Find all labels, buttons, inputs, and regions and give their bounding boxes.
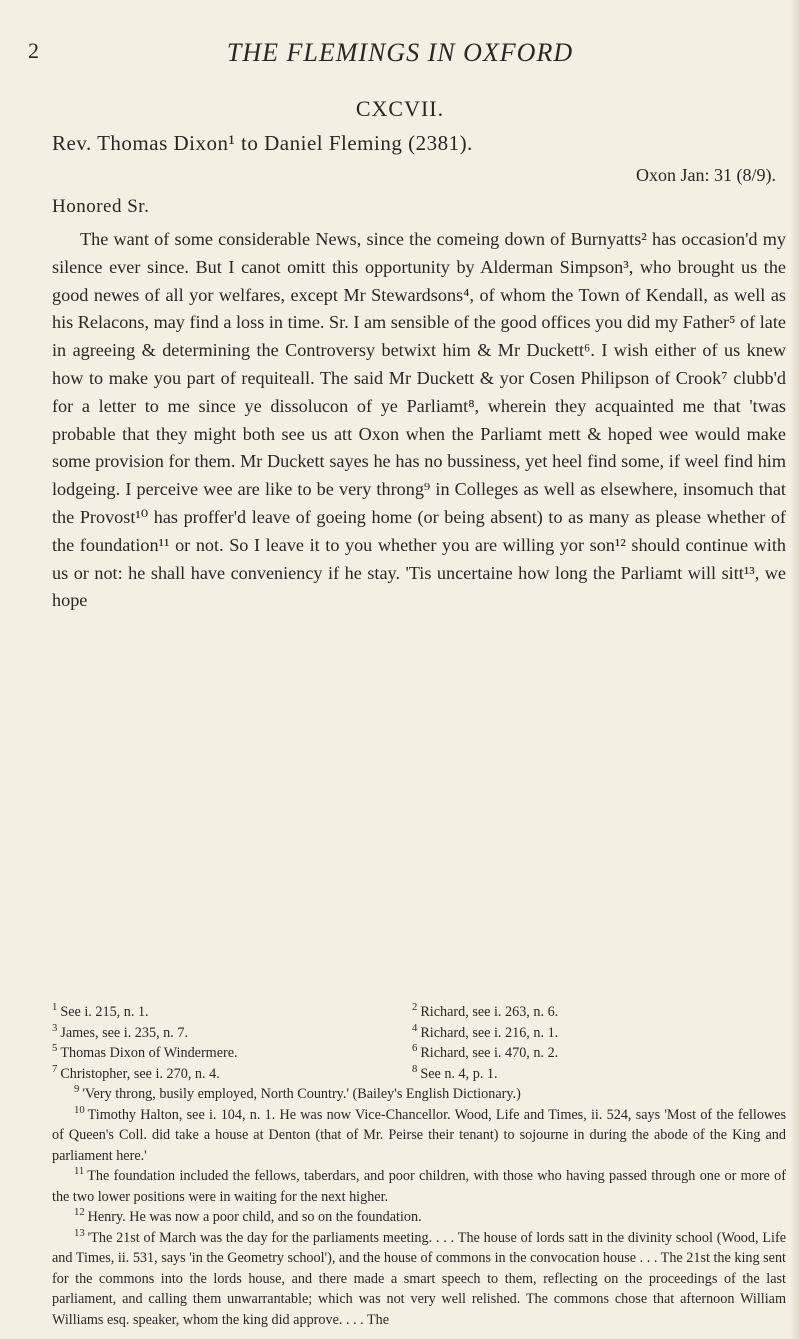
- footnote-13: [52, 1228, 786, 1331]
- footnote-11: [52, 1166, 786, 1207]
- body-paragraph: The want of some considerable News, since the comeing down of Burnyatts² has occasion'd my silence ever since. But I canot omitt this opportunity by Alderman Simpson³, who brought us the good newes of all yor welfares, except Mr Stewardsons⁴, of whom the Town of Kendall, as well as his Relacons, may find a loss in time. Sr. I am sensible of the good offices you did my Father⁵ of late in agreeing & determining the Controversy betwixt him & Mr Duckett⁶. I wish either of us knew how to make you part of requiteall. The said Mr Duckett & yor Cosen Philipson of Crook⁷ clubb'd for a letter to me since ye dissolucon of ye Parliamt⁸, wherein they acquainted me that 'twas probable that they might both see us att Oxon when the Parliamt mett & hoped wee would make some provision for them. Mr Duckett sayes he has no bussiness, yet heel find some, if weel find him lodgeing. I perceive wee are like to be very throng⁹ in Colleges as well as elsewhere, insomuch that the Provost¹⁰ has proffer'd leave of goeing home (or being absent) to as many as please whether of the foundation¹¹ or not. So I leave it to you whether you are willing yor son¹² should continue with us or not: he shall have conveniency if he stay. 'Tis uncertaine how long the Parliamt will sitt¹³, we hope: [52, 229, 786, 611]
- footnote-mark: 13: [74, 1227, 85, 1239]
- footnote-text: 'The 21st of March was the day for the parliaments meeting. . . . The house of lords satt in the divinity school (Wood, Life and Times, ii. 531, says 'in the Geometry school'), and the house of commons in the convocation house . . . The 21st the king sent for the commons into the lords house, and there made a smart speech to them, reflecting on the proceedings of the last parliament, and calling them unwarrantable; which was not very well relished. The commons chose that afternoon William Williams esq. speaker, whom the king did approve. . . . The: [52, 1229, 786, 1328]
- footnote-2: [412, 1002, 786, 1023]
- footnote-mark: 5: [52, 1043, 58, 1055]
- footnote-text: See n. 4, p. 1.: [420, 1065, 498, 1082]
- footnote-10: [52, 1105, 786, 1167]
- footnote-mark: 10: [74, 1104, 85, 1116]
- footnote-6: [412, 1043, 786, 1064]
- letter-dateline: Oxon Jan: 31 (8/9).: [636, 165, 776, 185]
- footnote-7: [52, 1064, 412, 1085]
- footnote-text: Thomas Dixon of Windermere.: [60, 1045, 238, 1061]
- footnote-text: 'Very throng, busily employed, North Country.' (Bailey's English Dictionary.): [82, 1086, 521, 1102]
- salutation: Honored Sr.: [52, 196, 150, 217]
- letter-body: [52, 226, 786, 615]
- footnote-mark: 1: [52, 1002, 58, 1014]
- footnote-mark: 9: [74, 1084, 80, 1096]
- footnote-text: Richard, see i. 470, n. 2.: [420, 1045, 559, 1061]
- footnote-mark: 7: [52, 1063, 58, 1075]
- footnote-5: [52, 1043, 412, 1064]
- footnote-8: [412, 1064, 786, 1085]
- footnotes-grid: [52, 1002, 786, 1084]
- footnote-mark: 4: [412, 1022, 418, 1034]
- footnote-4: [412, 1023, 786, 1044]
- footnote-mark: 11: [74, 1166, 85, 1178]
- page-number: 2: [28, 38, 39, 63]
- footnote-mark: 8: [412, 1063, 418, 1075]
- footnote-mark: 3: [52, 1022, 58, 1034]
- footnote-mark: 12: [74, 1207, 85, 1219]
- footnote-text: The foundation included the fellows, taberdars, and poor children, with those who having passed through one or more of the two lower positions were in waiting for the next higher.: [52, 1168, 786, 1205]
- footnote-text: See i. 215, n. 1.: [60, 1004, 149, 1020]
- page-edge-shadow: [790, 0, 800, 1339]
- letter-number: CXCVII.: [355, 96, 445, 121]
- footnote-text: James, see i. 235, n. 7.: [60, 1024, 188, 1041]
- footnote-1: [52, 1002, 412, 1023]
- footnote-mark: 6: [412, 1043, 418, 1055]
- footnote-mark: 2: [412, 1002, 418, 1014]
- footnote-9: [52, 1084, 786, 1105]
- footnote-12: [52, 1207, 786, 1228]
- footnotes-full: [52, 1084, 786, 1330]
- footnote-3: [52, 1023, 412, 1044]
- running-title: THE FLEMINGS IN OXFORD: [226, 38, 574, 67]
- footnote-text: Richard, see i. 263, n. 6.: [420, 1004, 559, 1020]
- running-head: [28, 38, 772, 72]
- footnote-text: Richard, see i. 216, n. 1.: [420, 1024, 559, 1041]
- footnote-text: Timothy Halton, see i. 104, n. 1. He was now Vice-Chancellor. Wood, Life and Times, ii. 524, says 'Most of the fellowes of Queen's Coll. did take a house at Denton (that of Mr. Peirse their tenant) to sojourne in during the abode of the King and parliament here.': [52, 1106, 786, 1164]
- footnote-text: Christopher, see i. 270, n. 4.: [60, 1065, 220, 1082]
- footnote-text: Henry. He was now a poor child, and so on the foundation.: [87, 1209, 422, 1225]
- letter-heading: Rev. Thomas Dixon¹ to Daniel Fleming (2381).: [52, 131, 473, 155]
